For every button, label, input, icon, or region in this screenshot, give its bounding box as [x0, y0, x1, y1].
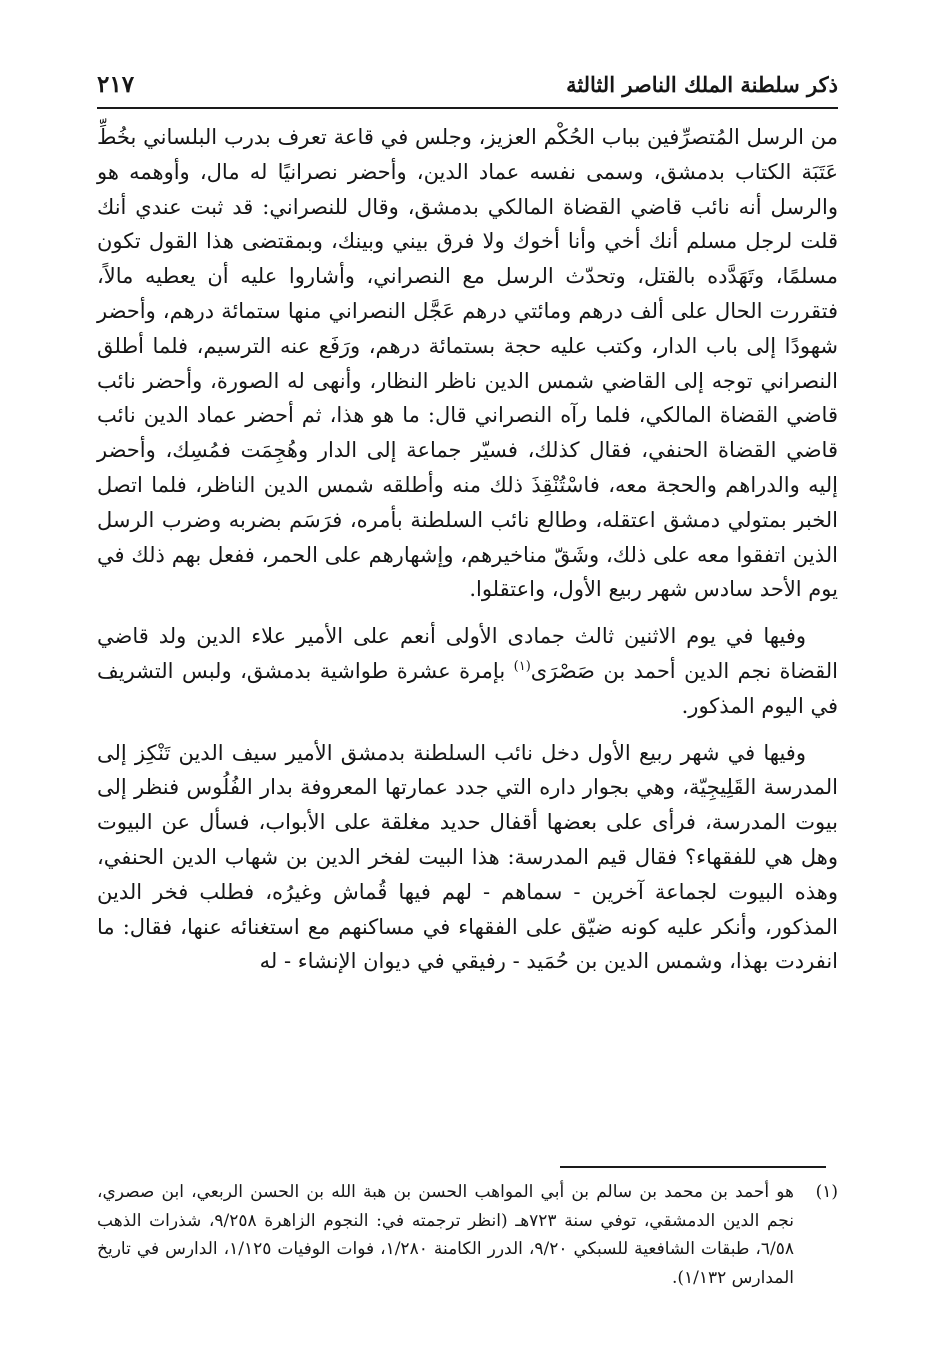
paragraph-1: من الرسل المُتصرِّفين بباب الحُكْم العزيز، وجلس في قاعة تعرف بدرب البلساني بخُطِّ عَتَبَة الكتاب بدمشق، وسمى نفسه عماد الدين، وأحضر نصرانيًا له مال، وأوهمه هو والرسل أنه نائب قاضي القضاة المالكي بدمشق، وقال للنصراني: قد ثبت عندي أنك قلت لرجل مسلم أنك أخي وأنا أخوك ولا فرق بيني وبينك، وبمقتضى هذا القول تكون مسلمًا، وتَهَدَّده بالقتل، وتحدّث الرسل مع النصراني، وأشاروا عليه أن يعطيه مالاً، فتقررت الحال على ألف درهم ومائتي درهم عَجَّل النصراني منها ستمائة درهم، وأحضر شهودًا إلى باب الدار، وكتب عليه حجة بستمائة درهم، ورَفَع عنه الترسيم، فلما أطلق النصراني توجه إلى القاضي شمس الدين ناظر النظار، وأنهى له الصورة، وأحضر نائب قاضي القضاة المالكي، فلما رآه النصراني قال: ما هو هذا، ثم أحضر عماد الدين نائب قاضي القضاة الحنفي، فقال كذلك، فسيّر جماعة إلى الدار وهُجِمَت فمُسِك، وأحضر إليه والدراهم والحجة معه، فاسْتُنْقِذَ ذلك منه وأطلقه شمس الدين الناظر، فلما اتصل الخبر بمتولي دمشق اعتقله، وطالع نائب السلطنة بأمره، فرَسَم بضربه وضرب الرسل الذين اتفقوا معه على ذلك، وشَقّ مناخيرهم، وإشهارهم على الحمر، ففعل بهم ذلك في يوم الأحد سادس شهر ربيع الأول، واعتقلوا. [97, 125, 838, 602]
footnote-rule [560, 1166, 826, 1168]
main-text [97, 120, 838, 979]
header-rule [97, 107, 838, 109]
footnote-marker: (١) [815, 1182, 838, 1202]
footnote-reference: (١) [513, 658, 531, 674]
footnotes [97, 1178, 838, 1292]
paragraph-3: وفيها في شهر ربيع الأول دخل نائب السلطنة بدمشق الأمير سيف الدين تَنْكِز إلى المدرسة القَلِيجِيّة، وهي بجوار داره التي جدد عمارتها المعروفة بدار الفُلُوس فنظر إلى بيوت المدرسة، فرأى على بعضها أقفال حديد مغلقة على الأبواب، فسأل عن البيوت وهل هي للفقهاء؟ فقال قيم المدرسة: هذا البيت لفخر الدين بن شهاب الدين الحنفي، وهذه البيوت لجماعة آخرين - سماهم - لهم فيها قُماش وغيرُه، فطلب فخر الدين المذكور، وأنكر عليه كونه ضيّق على الفقهاء في مساكنهم مع استغنائه عنها، فقال: ما انفردت بهذا، وشمس الدين بن حُمَيد - رفيقي في ديوان الإنشاء - له [97, 740, 838, 974]
running-title: ذكر سلطنة الملك الناصر الثالثة [566, 72, 838, 97]
paragraph-2 [97, 619, 838, 723]
page-header [97, 70, 838, 104]
page-number: ٢١٧ [97, 71, 135, 98]
footnote-1 [97, 1178, 838, 1292]
paragraph-2-text-end: بإمرة عشرة طواشية بدمشق، ولبس التشريف في اليوم المذكور. [97, 658, 838, 718]
footnote-text: هو أحمد بن محمد بن سالم بن أبي المواهب الحسن بن هبة الله بن الحسن الربعي، ابن صصري، نجم الدين الدمشقي، توفي سنة ٧٢٣هـ (انظر ترجمته في: النجوم الزاهرة ٩/٢٥٨، شذرات الذهب ٦/٥٨، طبقات الشافعية للسبكي ٩/٢٠، الدرر الكامنة ١/٢٨٠، فوات الوفيات ١/١٢٥، الدارس في تاريخ المدارس ١/١٣٢). [97, 1182, 794, 1288]
paragraph-2-text-start: وفيها في يوم الاثنين ثالث جمادى الأولى أنعم على الأمير علاء الدين ولد قاضي القضاة نجم الدين أحمد بن صَصْرَى [97, 624, 838, 683]
